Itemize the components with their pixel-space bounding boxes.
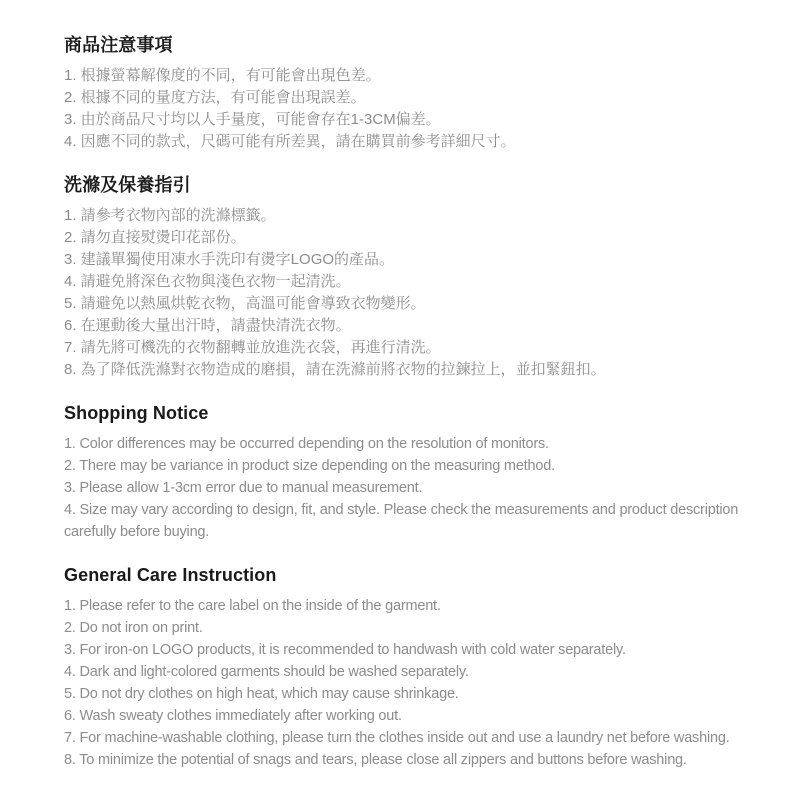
section-title-care-guide-zh: 洗滌及保養指引	[64, 175, 191, 195]
list-item: 5. 請避免以熱風烘乾衣物，高溫可能會導致衣物變形。	[64, 295, 426, 312]
notice-list-care-guide-zh	[64, 205, 764, 381]
section-product-notice-zh	[64, 33, 764, 153]
notice-list-product-notice-zh	[64, 65, 764, 153]
list-item: 3. For iron-on LOGO products, it is recommended to handwash with cold water separately.	[64, 642, 626, 658]
list-item: 1. Color differences may be occurred depending on the resolution of monitors.	[64, 436, 549, 452]
list-item: 2. There may be variance in product size depending on the measuring method.	[64, 458, 555, 474]
list-item: 7. For machine-washable clothing, please turn the clothes inside out and use a laundry net before washing.	[64, 730, 730, 746]
list-item: 4. Size may vary according to design, fit, and style. Please check the measurements and product description carefully before buying.	[64, 502, 739, 540]
list-item: 2. 請勿直接熨燙印花部份。	[64, 229, 246, 246]
list-item: 4. 因應不同的款式，尺碼可能有所差異，請在購買前參考詳細尺寸。	[64, 133, 516, 150]
list-item: 1. Please refer to the care label on the inside of the garment.	[64, 598, 441, 614]
list-item: 3. 由於商品尺寸均以人手量度，可能會存在1-3CM偏差。	[64, 111, 441, 128]
list-item: 5. Do not dry clothes on high heat, which may cause shrinkage.	[64, 686, 459, 702]
list-item: 1. 根據螢幕解像度的不同，有可能會出現色差。	[64, 67, 381, 84]
list-item: 6. 在運動後大量出汗時，請盡快清洗衣物。	[64, 317, 351, 334]
notice-list-general-care-en	[64, 595, 764, 771]
section-title-general-care-en: General Care Instruction	[64, 565, 277, 585]
list-item: 3. 建議單獨使用凍水手洗印有燙字LOGO的產品。	[64, 251, 395, 268]
list-item: 6. Wash sweaty clothes immediately after working out.	[64, 708, 402, 724]
section-title-product-notice-zh: 商品注意事項	[64, 35, 173, 55]
list-item: 3. Please allow 1-3cm error due to manual measurement.	[64, 480, 423, 496]
list-item: 8. To minimize the potential of snags and tears, please close all zippers and buttons before washing.	[64, 752, 687, 768]
list-item: 8. 為了降低洗滌對衣物造成的磨損，請在洗滌前將衣物的拉鍊拉上，並扣緊鈕扣。	[64, 361, 606, 378]
section-general-care-en	[64, 563, 764, 771]
list-item: 2. 根據不同的量度方法，有可能會出現誤差。	[64, 89, 366, 106]
list-item: 4. Dark and light-colored garments should be washed separately.	[64, 664, 469, 680]
list-item: 7. 請先將可機洗的衣物翻轉並放進洗衣袋，再進行清洗。	[64, 339, 441, 356]
notice-list-shopping-notice-en	[64, 433, 764, 543]
section-shopping-notice-en	[64, 401, 764, 543]
section-care-guide-zh	[64, 173, 764, 381]
list-item: 2. Do not iron on print.	[64, 620, 203, 636]
list-item: 1. 請參考衣物內部的洗滌標籤。	[64, 207, 276, 224]
list-item: 4. 請避免將深色衣物與淺色衣物一起清洗。	[64, 273, 351, 290]
section-title-shopping-notice-en: Shopping Notice	[64, 403, 209, 423]
